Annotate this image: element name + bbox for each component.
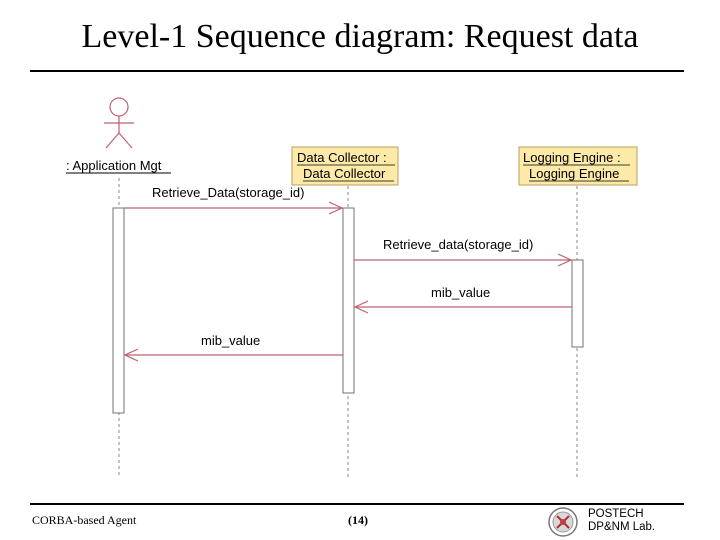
page-number: (14) [348,513,368,527]
object-label-logging-engine-line2: Logging Engine [529,166,620,181]
message-arrow-retrieve-data [124,202,342,214]
object-label-data-collector-line1: Data Collector : [297,150,387,165]
page-title: Level-1 Sequence diagram: Request data [81,18,639,55]
postech-emblem-icon [545,506,581,538]
return-arrow-mib-value-to-app [125,349,343,361]
return-label-mib-value-app: mib_value [201,333,261,348]
lifeline-label-application-mgt: : Application Mgt [66,158,162,173]
object-label-data-collector-line2: Data Collector [303,166,386,181]
footer-lab-line1: POSTECH [588,508,644,520]
footer-divider [30,503,684,505]
activation-bar-application-mgt [113,208,124,413]
footer-lab-name [588,508,655,534]
message-arrow-retrieve-data-logging [354,254,571,266]
message-label-retrieve-data-logging: Retrieve_data(storage_id) [383,237,534,252]
footer-course-title: CORBA-based Agent [32,513,137,527]
return-label-mib-value-collector: mib_value [431,285,491,300]
message-label-retrieve-data: Retrieve_Data(storage_id) [152,185,305,200]
activation-bar-logging-engine [572,260,583,347]
actor-icon [104,98,134,148]
activation-bar-data-collector [343,208,354,393]
footer-lab-line2: DP&NM Lab. [588,521,656,533]
return-arrow-mib-value-to-collector [355,301,572,313]
object-label-logging-engine-line1: Logging Engine : [523,150,621,165]
